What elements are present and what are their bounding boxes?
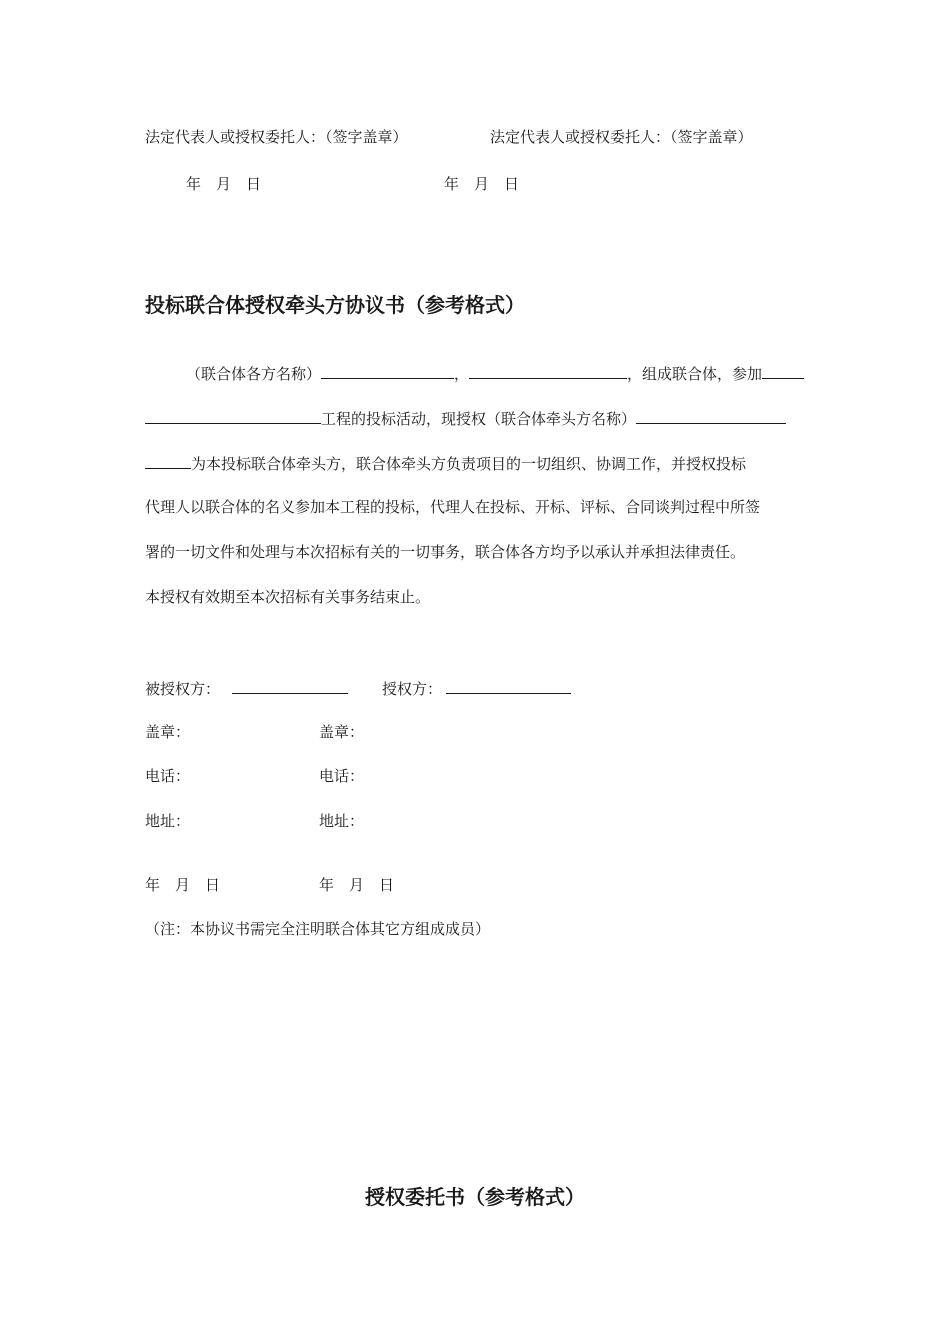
project-blank — [145, 407, 321, 424]
party-name-blank-2 — [469, 362, 627, 379]
agreement-note: （注：本协议书需完全注明联合体其它方组成成员） — [145, 920, 491, 938]
party-name-blank-1 — [321, 362, 454, 379]
authorizer-blank — [446, 677, 571, 694]
agreement-line-5: 署的一切文件和处理与本次招标有关的一切事务，联合体各方均予以承认并承担法律责任。 — [145, 543, 746, 561]
authorizer-label: 授权方： — [382, 680, 443, 698]
project-blank-start — [762, 362, 804, 379]
right-signature-label: 法定代表人或授权委托人：（签字盖章） — [490, 128, 753, 146]
date-right: 年 月 日 — [319, 876, 395, 894]
lead-party-blank — [636, 407, 786, 424]
agreement-line-6: 本授权有效期至本次招标有关事务结束止。 — [145, 588, 431, 606]
phone-left: 电话： — [145, 767, 191, 785]
authorizer-row — [382, 677, 571, 699]
phone-right: 电话： — [319, 767, 365, 785]
address-right: 地址： — [319, 812, 365, 830]
left-signature-label: 法定代表人或授权委托人：（签字盖章） — [145, 128, 408, 146]
agreement-line-2 — [145, 407, 786, 429]
parties-names-label: （联合体各方名称） — [186, 365, 322, 383]
join-text: ，组成联合体，参加 — [627, 365, 763, 383]
seal-left: 盖章： — [145, 723, 191, 741]
comma: ， — [454, 365, 470, 383]
project-activity-text: 工程的投标活动，现授权（联合体牵头方名称） — [321, 410, 637, 428]
seal-right: 盖章： — [319, 723, 365, 741]
power-of-attorney-title: 授权委托书（参考格式） — [365, 1185, 585, 1209]
right-signature-date: 年 月 日 — [444, 175, 520, 193]
agreement-text-3: 为本投标联合体牵头方，联合体牵头方负责项目的一切组织、协调工作，并授权投标 — [191, 455, 747, 473]
left-signature-date: 年 月 日 — [186, 175, 262, 193]
authorized-label: 被授权方： — [145, 680, 221, 698]
authorized-party-row — [145, 677, 348, 699]
agreement-line-1 — [186, 362, 804, 384]
agreement-title: 投标联合体授权牵头方协议书（参考格式） — [145, 293, 525, 317]
address-left: 地址： — [145, 812, 191, 830]
authorized-blank — [232, 677, 348, 694]
lead-party-blank-end — [145, 452, 191, 469]
date-left: 年 月 日 — [145, 876, 221, 894]
agreement-line-3 — [145, 452, 746, 474]
agreement-line-4: 代理人以联合体的名义参加本工程的投标，代理人在投标、开标、评标、合同谈判过程中所签 — [145, 498, 761, 516]
